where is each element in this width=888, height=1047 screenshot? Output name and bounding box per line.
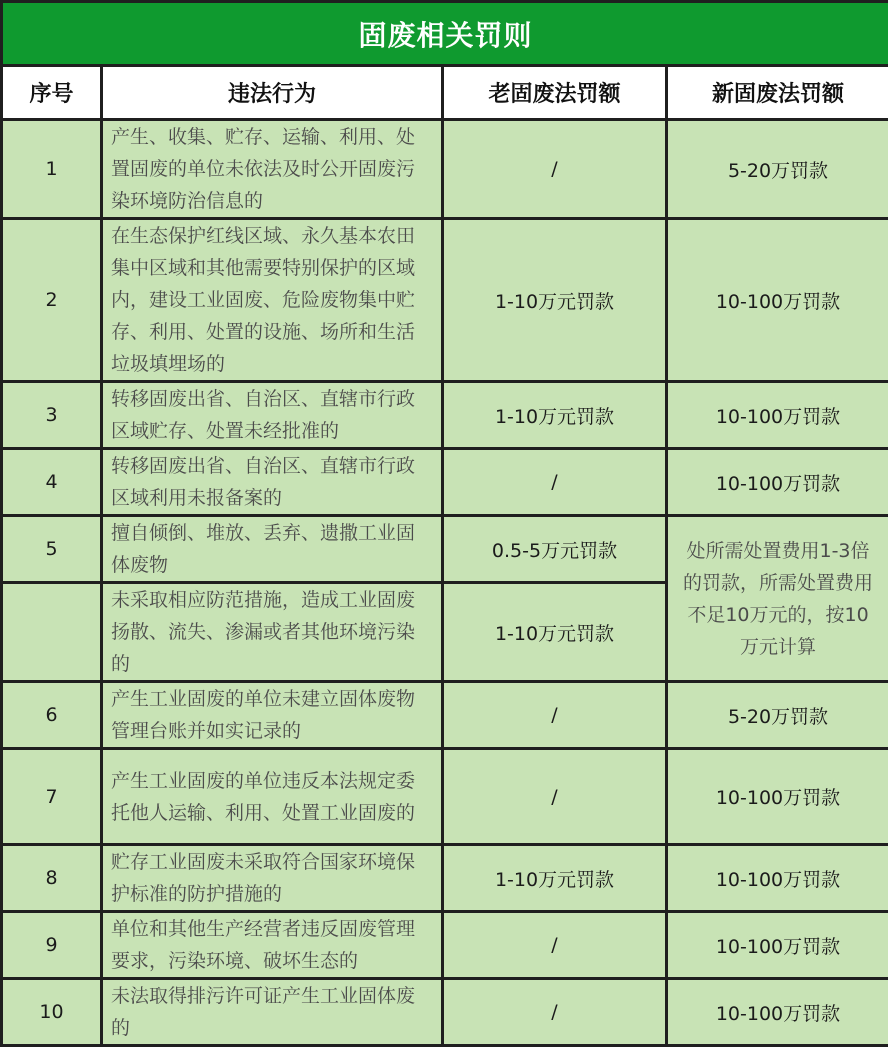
row-old-penalty: /: [443, 979, 667, 1046]
title-row: [2, 2, 888, 66]
table-row: [2, 120, 888, 219]
row-old-penalty: 1-10万元罚款: [443, 583, 667, 682]
row-violation: 未采取相应防范措施，造成工业固废扬散、流失、渗漏或者其他环境污染的: [102, 583, 443, 682]
row-serial-no: 10: [2, 979, 102, 1046]
row-violation: 转移固废出省、自治区、直辖市行政区域利用未报备案的: [102, 449, 443, 516]
table-row: [2, 845, 888, 912]
row-new-penalty: 10-100万罚款: [667, 979, 888, 1046]
row-new-penalty: 10-100万罚款: [667, 749, 888, 845]
table-title: 固废相关罚则: [2, 2, 888, 66]
header-row: [2, 66, 888, 120]
row-violation: 在生态保护红线区域、永久基本农田集中区域和其他需要特别保护的区域内，建设工业固废、危险废物集中贮存、利用、处置的设施、场所和生活垃圾填埋场的: [102, 219, 443, 382]
row-violation: 产生、收集、贮存、运输、利用、处置固废的单位未依法及时公开固废污染环境防治信息的: [102, 120, 443, 219]
row-serial-no: 2: [2, 219, 102, 382]
row-serial-no: 8: [2, 845, 102, 912]
row-serial-no: 1: [2, 120, 102, 219]
header-new-penalty: 新固废法罚额: [667, 66, 888, 120]
row-old-penalty: /: [443, 120, 667, 219]
row-new-penalty: 10-100万罚款: [667, 449, 888, 516]
header-serial-no: 序号: [2, 66, 102, 120]
row-serial-no: 4: [2, 449, 102, 516]
row-new-penalty-merged: 处所需处置费用1-3倍的罚款，所需处置费用不足10万元的，按10万元计算: [667, 516, 888, 682]
row-serial-no: 9: [2, 912, 102, 979]
header-old-penalty: 老固废法罚额: [443, 66, 667, 120]
row-new-penalty: 10-100万罚款: [667, 912, 888, 979]
table-row: [2, 382, 888, 449]
row-serial-no: [2, 583, 102, 682]
row-violation: 转移固废出省、自治区、直辖市行政区域贮存、处置未经批准的: [102, 382, 443, 449]
row-old-penalty: 0.5-5万元罚款: [443, 516, 667, 583]
row-violation: 贮存工业固废未采取符合国家环境保护标准的防护措施的: [102, 845, 443, 912]
row-old-penalty: /: [443, 912, 667, 979]
row-violation: 未法取得排污许可证产生工业固体废的: [102, 979, 443, 1046]
row-serial-no: 7: [2, 749, 102, 845]
row-old-penalty: /: [443, 749, 667, 845]
table-row: [2, 979, 888, 1046]
table-row: [2, 516, 888, 583]
table-row: [2, 682, 888, 749]
row-serial-no: 6: [2, 682, 102, 749]
table-row: [2, 912, 888, 979]
row-old-penalty: 1-10万元罚款: [443, 845, 667, 912]
row-violation: 单位和其他生产经营者违反固废管理要求，污染环境、破坏生态的: [102, 912, 443, 979]
row-old-penalty: 1-10万元罚款: [443, 219, 667, 382]
row-new-penalty: 10-100万罚款: [667, 219, 888, 382]
row-new-penalty: 5-20万罚款: [667, 682, 888, 749]
table-row: [2, 449, 888, 516]
row-new-penalty: 10-100万罚款: [667, 382, 888, 449]
table-row: [2, 749, 888, 845]
row-serial-no: 5: [2, 516, 102, 583]
row-old-penalty: /: [443, 449, 667, 516]
row-serial-no: 3: [2, 382, 102, 449]
row-old-penalty: /: [443, 682, 667, 749]
row-new-penalty: 10-100万罚款: [667, 845, 888, 912]
row-violation: 产生工业固废的单位未建立固体废物管理台账并如实记录的: [102, 682, 443, 749]
header-violation: 违法行为: [102, 66, 443, 120]
table-row: [2, 219, 888, 382]
row-new-penalty: 5-20万罚款: [667, 120, 888, 219]
row-violation: 产生工业固废的单位违反本法规定委托他人运输、利用、处置工业固废的: [102, 749, 443, 845]
row-old-penalty: 1-10万元罚款: [443, 382, 667, 449]
row-violation: 擅自倾倒、堆放、丢弃、遗撒工业固体废物: [102, 516, 443, 583]
